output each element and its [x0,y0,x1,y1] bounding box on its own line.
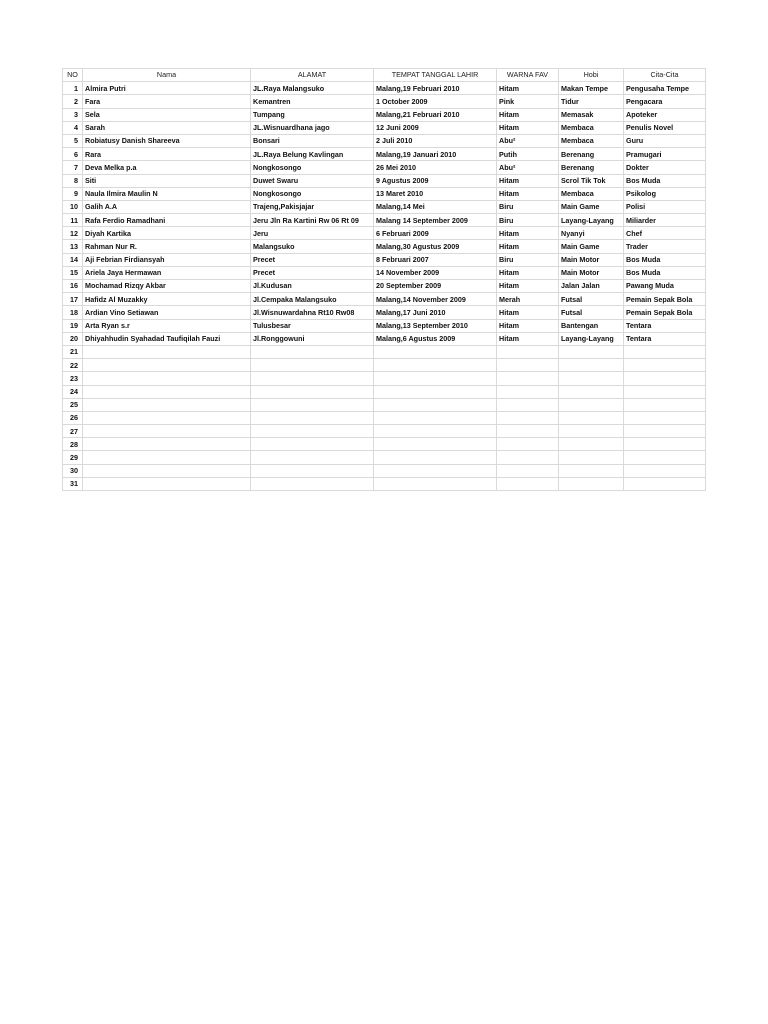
cell-warna-fav: Hitam [497,266,559,279]
table-row [63,451,706,464]
cell-cita-cita [624,411,706,424]
table-body [63,82,706,491]
cell-tempat-tanggal-lahir: Malang,21 Februari 2010 [374,108,497,121]
cell-alamat: Kemantren [251,95,374,108]
cell-alamat: Precet [251,253,374,266]
table-row [63,477,706,490]
cell-warna-fav [497,372,559,385]
cell-hobi: Scrol Tik Tok [559,174,624,187]
cell-tempat-tanggal-lahir: 1 October 2009 [374,95,497,108]
cell-no: 11 [63,214,83,227]
cell-tempat-tanggal-lahir [374,425,497,438]
table-row [63,240,706,253]
cell-tempat-tanggal-lahir [374,372,497,385]
cell-alamat [251,345,374,358]
table-row [63,82,706,95]
cell-hobi [559,438,624,451]
header-alamat: ALAMAT [251,69,374,82]
cell-cita-cita: Apoteker [624,108,706,121]
cell-cita-cita: Bos Muda [624,174,706,187]
cell-warna-fav: Hitam [497,174,559,187]
cell-tempat-tanggal-lahir: Malang,30 Agustus 2009 [374,240,497,253]
cell-hobi: Berenang [559,161,624,174]
table-row [63,385,706,398]
cell-no: 18 [63,306,83,319]
cell-alamat: Jeru Jln Ra Kartini Rw 06 Rt 09 [251,214,374,227]
cell-no: 27 [63,425,83,438]
cell-no: 2 [63,95,83,108]
cell-alamat: Nongkosongo [251,187,374,200]
cell-alamat [251,398,374,411]
cell-warna-fav: Abu² [497,161,559,174]
cell-alamat: Jl.Cempaka Malangsuko [251,293,374,306]
table-row [63,293,706,306]
cell-alamat: Duwet Swaru [251,174,374,187]
cell-cita-cita: Pengacara [624,95,706,108]
cell-nama: Dhiyahhudin Syahadad Taufiqilah Fauzi [83,332,251,345]
table-row [63,332,706,345]
table-row [63,319,706,332]
cell-cita-cita: Polisi [624,200,706,213]
table-row [63,95,706,108]
cell-alamat: Jl.Wisnuwardahna Rt10 Rw08 [251,306,374,319]
cell-cita-cita [624,425,706,438]
cell-no: 31 [63,477,83,490]
cell-tempat-tanggal-lahir: Malang,17 Juni 2010 [374,306,497,319]
cell-alamat: Malangsuko [251,240,374,253]
cell-no: 24 [63,385,83,398]
cell-nama [83,398,251,411]
cell-alamat: Trajeng,Pakisjajar [251,200,374,213]
cell-cita-cita: Dokter [624,161,706,174]
table-row [63,187,706,200]
cell-nama [83,372,251,385]
table-row [63,345,706,358]
cell-nama: Ardian Vino Setiawan [83,306,251,319]
cell-alamat: JL.Wisnuardhana jago [251,121,374,134]
cell-nama: Arta Ryan s.r [83,319,251,332]
cell-nama: Mochamad Rizqy Akbar [83,280,251,293]
cell-tempat-tanggal-lahir: Malang,14 November 2009 [374,293,497,306]
cell-nama [83,411,251,424]
table-row [63,148,706,161]
cell-cita-cita [624,477,706,490]
cell-hobi: Membaca [559,134,624,147]
cell-tempat-tanggal-lahir: Malang,19 Januari 2010 [374,148,497,161]
cell-hobi: Bantengan [559,319,624,332]
cell-no: 6 [63,148,83,161]
cell-nama: Sela [83,108,251,121]
cell-nama: Deva Melka p.a [83,161,251,174]
cell-warna-fav: Merah [497,293,559,306]
cell-warna-fav: Hitam [497,121,559,134]
cell-warna-fav: Pink [497,95,559,108]
header-nama: Nama [83,69,251,82]
cell-hobi [559,425,624,438]
cell-no: 14 [63,253,83,266]
cell-alamat [251,372,374,385]
cell-tempat-tanggal-lahir: Malang 14 September 2009 [374,214,497,227]
cell-no: 8 [63,174,83,187]
cell-hobi [559,451,624,464]
cell-hobi: Nyanyi [559,227,624,240]
cell-hobi: Layang-Layang [559,214,624,227]
cell-alamat: Bonsari [251,134,374,147]
cell-warna-fav: Hitam [497,240,559,253]
header-cita-cita: Cita-Cita [624,69,706,82]
cell-no: 28 [63,438,83,451]
cell-warna-fav: Hitam [497,332,559,345]
cell-alamat [251,385,374,398]
table-row [63,411,706,424]
cell-tempat-tanggal-lahir: 26 Mei 2010 [374,161,497,174]
cell-no: 10 [63,200,83,213]
cell-hobi: Makan Tempe [559,82,624,95]
cell-cita-cita: Tentara [624,319,706,332]
cell-warna-fav [497,411,559,424]
cell-alamat [251,438,374,451]
cell-no: 4 [63,121,83,134]
cell-hobi [559,477,624,490]
cell-warna-fav [497,464,559,477]
cell-nama: Aji Febrian Firdiansyah [83,253,251,266]
cell-alamat: Precet [251,266,374,279]
cell-tempat-tanggal-lahir [374,464,497,477]
cell-tempat-tanggal-lahir [374,411,497,424]
cell-alamat: Tumpang [251,108,374,121]
cell-alamat [251,425,374,438]
cell-tempat-tanggal-lahir: Malang,13 September 2010 [374,319,497,332]
cell-hobi: Futsal [559,306,624,319]
cell-cita-cita: Pemain Sepak Bola [624,306,706,319]
cell-hobi: Jalan Jalan [559,280,624,293]
cell-cita-cita [624,372,706,385]
cell-cita-cita: Guru [624,134,706,147]
cell-warna-fav: Hitam [497,319,559,332]
cell-nama: Hafidz Al Muzakky [83,293,251,306]
cell-cita-cita: Pengusaha Tempe [624,82,706,95]
cell-no: 12 [63,227,83,240]
cell-tempat-tanggal-lahir: Malang,19 Februari 2010 [374,82,497,95]
cell-warna-fav [497,345,559,358]
cell-nama [83,345,251,358]
cell-no: 15 [63,266,83,279]
cell-tempat-tanggal-lahir: 12 Juni 2009 [374,121,497,134]
cell-cita-cita: Pemain Sepak Bola [624,293,706,306]
cell-tempat-tanggal-lahir: Malang,6 Agustus 2009 [374,332,497,345]
cell-no: 21 [63,345,83,358]
cell-tempat-tanggal-lahir [374,477,497,490]
cell-nama: Rara [83,148,251,161]
cell-no: 25 [63,398,83,411]
cell-no: 3 [63,108,83,121]
table-row [63,134,706,147]
cell-nama: Rafa Ferdio Ramadhani [83,214,251,227]
cell-hobi: Memasak [559,108,624,121]
spreadsheet-page [62,68,706,491]
cell-no: 9 [63,187,83,200]
header-hobi: Hobi [559,69,624,82]
table-row [63,266,706,279]
cell-warna-fav [497,359,559,372]
cell-hobi: Berenang [559,148,624,161]
cell-alamat [251,451,374,464]
cell-hobi [559,464,624,477]
cell-hobi: Membaca [559,121,624,134]
header-row [63,69,706,82]
cell-nama: Ariela Jaya Hermawan [83,266,251,279]
cell-tempat-tanggal-lahir: 2 Juli 2010 [374,134,497,147]
cell-no: 5 [63,134,83,147]
cell-hobi [559,345,624,358]
cell-warna-fav [497,425,559,438]
cell-cita-cita: Pawang Muda [624,280,706,293]
cell-cita-cita: Bos Muda [624,253,706,266]
cell-warna-fav: Hitam [497,108,559,121]
cell-nama: Galih A.A [83,200,251,213]
cell-warna-fav [497,398,559,411]
table-row [63,253,706,266]
cell-no: 29 [63,451,83,464]
table-row [63,464,706,477]
cell-warna-fav: Hitam [497,280,559,293]
cell-cita-cita: Psikolog [624,187,706,200]
cell-no: 13 [63,240,83,253]
cell-nama: Robiatusy Danish Shareeva [83,134,251,147]
cell-warna-fav [497,477,559,490]
cell-nama [83,477,251,490]
cell-alamat [251,411,374,424]
cell-alamat: Jl.Ronggowuni [251,332,374,345]
cell-cita-cita [624,385,706,398]
cell-no: 17 [63,293,83,306]
cell-no: 1 [63,82,83,95]
cell-cita-cita: Trader [624,240,706,253]
cell-alamat: JL.Raya Belung Kavlingan [251,148,374,161]
cell-no: 16 [63,280,83,293]
cell-warna-fav [497,385,559,398]
table-row [63,359,706,372]
cell-tempat-tanggal-lahir [374,345,497,358]
cell-nama [83,464,251,477]
cell-tempat-tanggal-lahir [374,359,497,372]
cell-warna-fav: Biru [497,214,559,227]
cell-warna-fav: Hitam [497,187,559,200]
table-row [63,306,706,319]
cell-tempat-tanggal-lahir [374,451,497,464]
cell-alamat [251,464,374,477]
cell-warna-fav: Putih [497,148,559,161]
cell-alamat [251,359,374,372]
cell-no: 19 [63,319,83,332]
cell-nama: Rahman Nur R. [83,240,251,253]
student-table [62,68,706,491]
table-row [63,161,706,174]
table-row [63,438,706,451]
cell-tempat-tanggal-lahir: Malang,14 Mei [374,200,497,213]
cell-tempat-tanggal-lahir: 8 Februari 2007 [374,253,497,266]
table-row [63,214,706,227]
cell-nama [83,438,251,451]
cell-hobi: Futsal [559,293,624,306]
cell-no: 30 [63,464,83,477]
cell-cita-cita: Pramugari [624,148,706,161]
cell-cita-cita [624,398,706,411]
cell-nama [83,451,251,464]
cell-hobi: Layang-Layang [559,332,624,345]
cell-warna-fav [497,438,559,451]
cell-warna-fav: Hitam [497,227,559,240]
cell-warna-fav: Hitam [497,306,559,319]
cell-nama: Diyah Kartika [83,227,251,240]
cell-cita-cita [624,451,706,464]
cell-cita-cita: Penulis Novel [624,121,706,134]
cell-hobi [559,385,624,398]
cell-cita-cita [624,359,706,372]
cell-nama: Naula Ilmira Maulin N [83,187,251,200]
cell-alamat: Nongkosongo [251,161,374,174]
cell-hobi: Membaca [559,187,624,200]
cell-nama: Sarah [83,121,251,134]
table-row [63,425,706,438]
cell-alamat: Jeru [251,227,374,240]
cell-tempat-tanggal-lahir: 14 November 2009 [374,266,497,279]
cell-hobi: Main Game [559,200,624,213]
cell-hobi: Main Motor [559,253,624,266]
cell-no: 23 [63,372,83,385]
table-row [63,398,706,411]
table-row [63,372,706,385]
cell-cita-cita [624,438,706,451]
cell-hobi: Tidur [559,95,624,108]
cell-warna-fav: Hitam [497,82,559,95]
cell-tempat-tanggal-lahir: 20 September 2009 [374,280,497,293]
cell-tempat-tanggal-lahir: 13 Maret 2010 [374,187,497,200]
cell-hobi: Main Motor [559,266,624,279]
table-row [63,108,706,121]
cell-cita-cita: Bos Muda [624,266,706,279]
cell-tempat-tanggal-lahir: 6 Februari 2009 [374,227,497,240]
cell-no: 26 [63,411,83,424]
cell-cita-cita [624,464,706,477]
cell-hobi [559,411,624,424]
cell-nama: Almira Putri [83,82,251,95]
cell-nama [83,425,251,438]
cell-tempat-tanggal-lahir [374,385,497,398]
cell-alamat: Tulusbesar [251,319,374,332]
cell-hobi: Main Game [559,240,624,253]
header-warna-fav: WARNA FAV [497,69,559,82]
cell-warna-fav [497,451,559,464]
cell-warna-fav: Biru [497,253,559,266]
cell-no: 7 [63,161,83,174]
header-tempat-tanggal-lahir: TEMPAT TANGGAL LAHIR [374,69,497,82]
cell-hobi [559,372,624,385]
table-row [63,280,706,293]
cell-hobi [559,398,624,411]
cell-tempat-tanggal-lahir: 9 Agustus 2009 [374,174,497,187]
cell-nama: Siti [83,174,251,187]
table-row [63,200,706,213]
cell-warna-fav: Biru [497,200,559,213]
cell-warna-fav: Abu² [497,134,559,147]
cell-cita-cita [624,345,706,358]
cell-hobi [559,359,624,372]
cell-no: 20 [63,332,83,345]
cell-nama [83,359,251,372]
table-row [63,227,706,240]
cell-alamat: JL.Raya Malangsuko [251,82,374,95]
cell-nama: Fara [83,95,251,108]
cell-tempat-tanggal-lahir [374,398,497,411]
cell-no: 22 [63,359,83,372]
table-row [63,174,706,187]
cell-alamat [251,477,374,490]
cell-cita-cita: Miliarder [624,214,706,227]
header-no: NO [63,69,83,82]
cell-nama [83,385,251,398]
cell-cita-cita: Chef [624,227,706,240]
cell-alamat: Jl.Kudusan [251,280,374,293]
cell-cita-cita: Tentara [624,332,706,345]
cell-tempat-tanggal-lahir [374,438,497,451]
table-row [63,121,706,134]
